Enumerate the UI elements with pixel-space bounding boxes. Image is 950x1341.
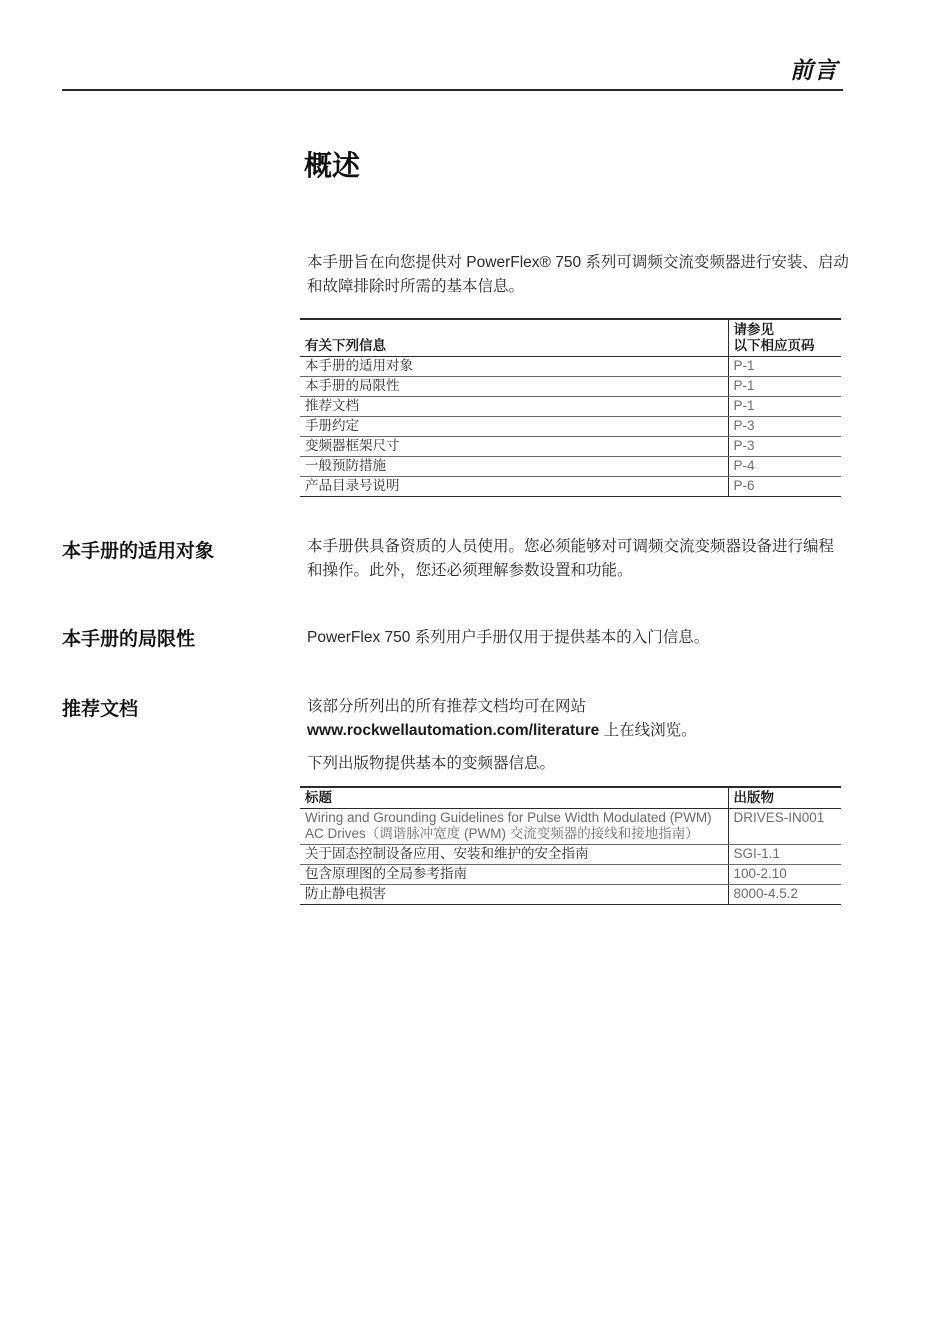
publication-title: 防止静电损害 [305,886,386,901]
publication-number: SGI-1.1 [728,845,841,865]
section-body-audience: 本手册供具备资质的人员使用。您必须能够对可调频交流变频器设备进行编程和操作。此外，您还必须理解参数设置和功能。 [307,538,835,579]
publication-row [300,885,841,905]
section-heading-scope: 本手册的局限性 [62,629,196,650]
publication-number: 100-2.10 [728,865,841,885]
toc-row [300,417,841,437]
toc-header-see-line2: 以下相应页码 [733,338,815,353]
publication-row [300,865,841,885]
publications-header-pub: 出版物 [728,787,841,809]
section-heading-audience: 本手册的适用对象 [62,541,215,562]
toc-header-info: 有关下列信息 [300,319,728,357]
toc-row [300,377,841,397]
toc-item-label: 产品目录号说明 [305,478,400,493]
toc-page-ref: P-6 [728,477,841,497]
section-body-scope: PowerFlex 750 系列用户手册仅用于提供基本的入门信息。 [307,629,710,646]
section-body-recommended-docs [307,695,849,742]
publications-table [300,786,841,905]
toc-page-ref: P-1 [728,397,841,417]
toc-row [300,457,841,477]
toc-item-label: 本手册的局限性 [300,377,728,397]
publication-title: 关于固态控制设备应用、安装和维护的安全指南 [300,845,728,865]
publications-header-row [300,787,841,809]
publication-title: Wiring and Grounding Guidelines for Pulse Width Modulated (PWM) AC Drives（调谐脉冲宽度 (PWM) 交流变频器的接线和接地指南） [300,809,728,845]
intro-paragraph: 本手册旨在向您提供对 PowerFlex® 750 系列可调频交流变频器进行安装、启动和故障排除时所需的基本信息。 [307,254,849,295]
toc-page-ref: P-1 [728,377,841,397]
toc-item-label: 本手册的适用对象 [300,357,728,377]
publication-row [300,809,841,845]
toc-item-label: 推荐文档 [300,397,728,417]
running-header-title: 前言 [790,57,838,83]
toc-row [300,477,841,497]
toc-row [300,357,841,377]
toc-page-ref: P-1 [728,357,841,377]
toc-header-see-line1: 请参见 [733,322,774,337]
section-heading-recommended-docs: 推荐文档 [62,699,139,720]
toc-item-label: 变频器框架尺寸 [300,437,728,457]
toc-page-ref: P-3 [728,417,841,437]
page-title: 概述 [304,150,361,181]
publication-row [300,845,841,865]
toc-header-row [300,319,841,357]
docs-intro-text: 该部分所列出的所有推荐文档均可在网站 [307,698,587,715]
docs-table-lead-in: 下列出版物提供基本的变频器信息。 [307,755,556,772]
toc-table [300,318,841,497]
header-rule [62,89,843,91]
toc-item-label: 手册约定 [300,417,728,437]
publication-number: DRIVES-IN001 [728,809,841,845]
docs-intro-suffix: 上在线浏览。 [599,721,697,739]
toc-page-ref: P-4 [728,457,841,477]
toc-item-label: 一般预防措施 [300,457,728,477]
toc-page-ref: P-3 [728,437,841,457]
toc-row [300,437,841,457]
toc-row [300,397,841,417]
literature-url-link[interactable]: www.rockwellautomation.com/literature [307,721,600,739]
toc-header-see [728,319,841,357]
publication-number: 8000-4.5.2 [728,885,841,905]
publication-title: 包含原理图的全局参考指南 [300,865,728,885]
publications-header-title: 标题 [300,787,728,809]
